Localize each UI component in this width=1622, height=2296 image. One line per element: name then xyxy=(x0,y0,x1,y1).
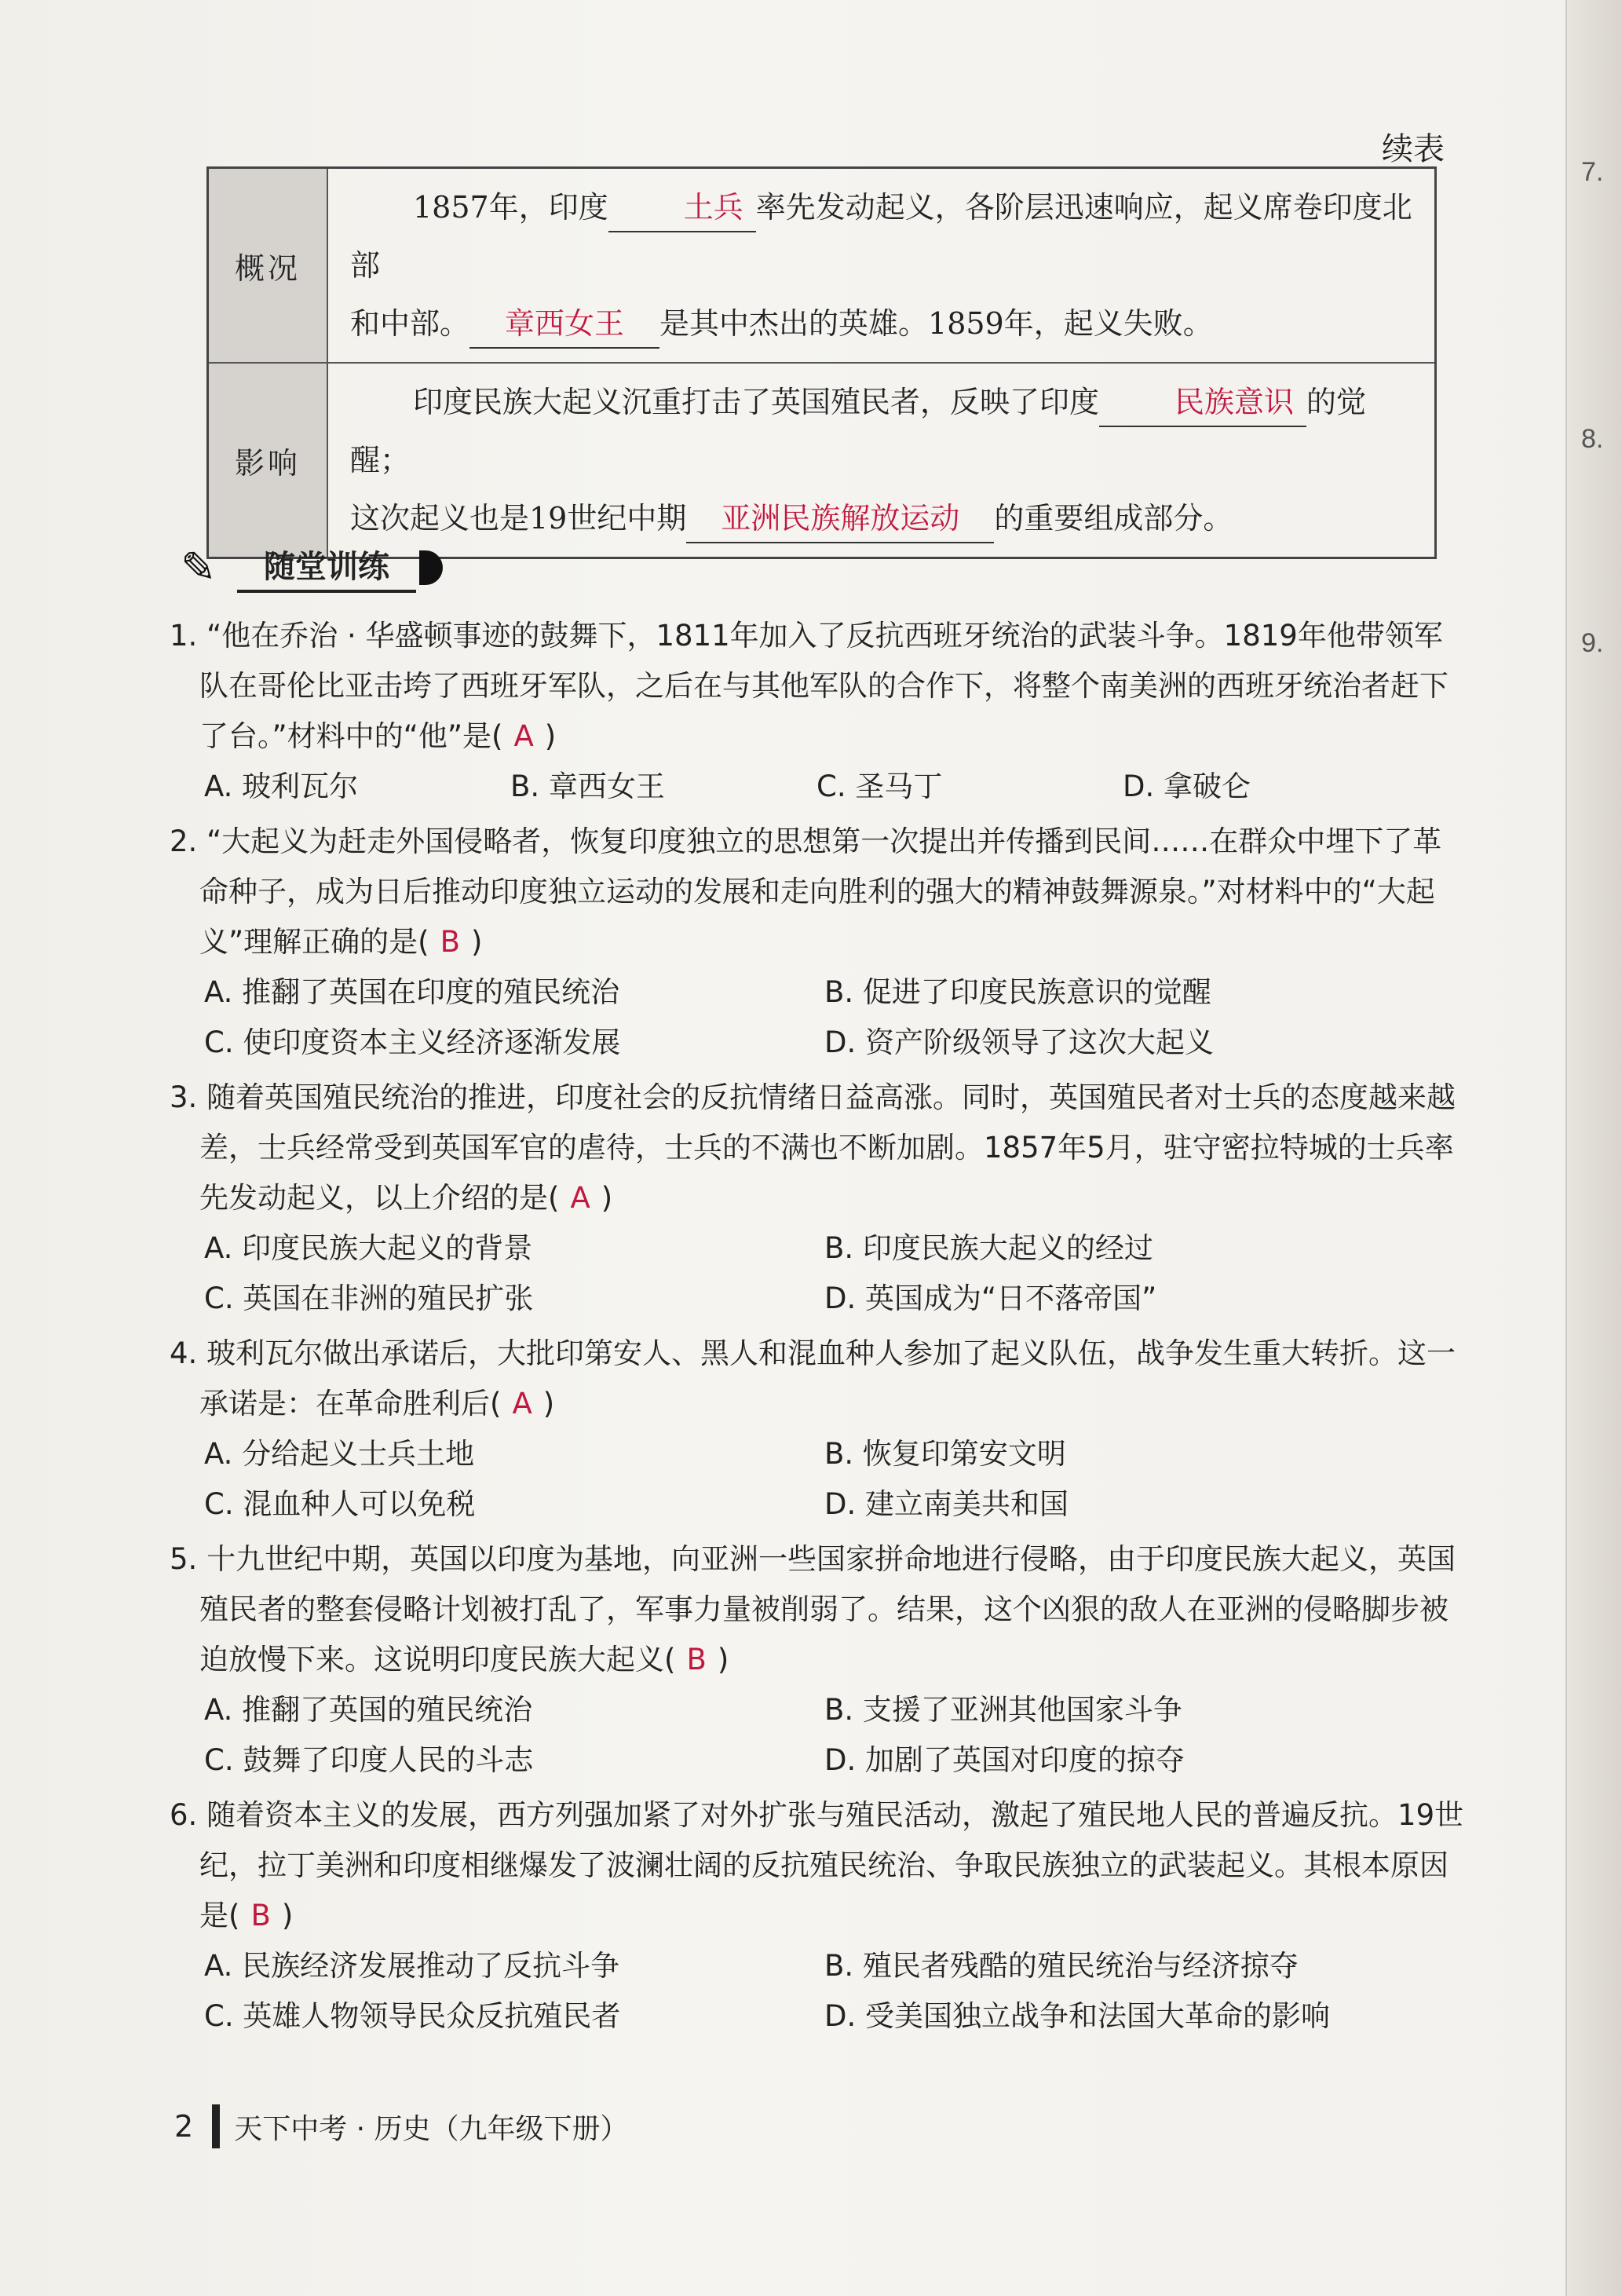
question-stem xyxy=(170,1534,1465,1685)
question xyxy=(170,1073,1465,1324)
page-footer xyxy=(174,2104,629,2148)
stem-text: 1. “他在乔治 · 华盛顿事迹的鼓舞下，1811年加入了反抗西班牙统治的武装斗争。1819年他带领军队在哥伦比亚击垮了西班牙军队，之后在与其他军队的合作下，将整个南美洲的西班牙统治者赶下了台。”材料中的“他”是( xyxy=(170,619,1448,753)
option: B. 章西女王 xyxy=(510,770,665,803)
page-number: 2 xyxy=(174,2109,194,2144)
option: D. 资产阶级领导了这次大起义 xyxy=(824,1026,1215,1059)
option: A. 分给起义士兵土地 xyxy=(204,1437,475,1471)
option: A. 民族经济发展推动了反抗斗争 xyxy=(204,1949,620,1983)
stem-text: ) xyxy=(601,1181,613,1215)
text-segment: 的觉醒； xyxy=(350,385,1367,477)
stem-text: ) xyxy=(281,1899,294,1932)
options xyxy=(170,967,1465,1068)
option: C. 圣马丁 xyxy=(816,770,943,803)
edge-mark: 8. xyxy=(1581,424,1604,454)
option: C. 英国在非洲的殖民扩张 xyxy=(204,1281,534,1315)
row-label: 概况 xyxy=(208,168,328,364)
text-segment: 这次起义也是19世纪中期 xyxy=(350,501,687,536)
footer-bar-icon xyxy=(212,2104,220,2148)
filled-blank: 亚洲民族解放运动 xyxy=(686,495,994,543)
stem-text: ) xyxy=(471,925,483,959)
option: A. 推翻了英国的殖民统治 xyxy=(204,1693,533,1727)
option: D. 建立南美共和国 xyxy=(824,1487,1069,1521)
option: C. 混血种人可以免税 xyxy=(204,1487,476,1521)
answer-mark: B xyxy=(250,1899,271,1932)
filled-blank: 章西女王 xyxy=(469,300,659,349)
answer-mark: A xyxy=(570,1181,590,1215)
question xyxy=(170,1534,1465,1786)
continued-label: 续表 xyxy=(1382,131,1445,167)
stem-text: 5. 十九世纪中期，英国以印度为基地，向亚洲一些国家拼命地进行侵略，由于印度民族大起义，英国殖民者的整套侵略计划被打乱了，军事力量被削弱了。结果，这个凶狠的敌人在亚洲的侵略脚步被迫放慢下来。这说明印度民族大起义( xyxy=(170,1542,1456,1676)
row-label: 影响 xyxy=(208,363,328,558)
option: D. 加剧了英国对印度的掠夺 xyxy=(824,1743,1185,1777)
stem-text: 6. 随着资本主义的发展，西方列强加紧了对外扩张与殖民活动，激起了殖民地人民的普遍反抗。19世纪，拉丁美洲和印度相继爆发了波澜壮阔的反抗殖民统治、争取民族独立的武装起义。其根本原因是( xyxy=(170,1798,1464,1932)
text-segment: 率先发动起义，各阶层迅速响应，起义席卷印度北部 xyxy=(350,190,1412,283)
section-heading xyxy=(181,542,443,593)
option: B. 促进了印度民族意识的觉醒 xyxy=(824,975,1211,1009)
question xyxy=(170,817,1465,1068)
book-title: 天下中考 · 历史（九年级下册） xyxy=(234,2112,629,2145)
edge-mark: 7. xyxy=(1581,157,1604,187)
option: C. 鼓舞了印度人民的斗志 xyxy=(204,1743,534,1777)
text-segment: 和中部。 xyxy=(350,306,470,341)
option: B. 印度民族大起义的经过 xyxy=(824,1231,1153,1265)
text-segment: 印度民族大起义沉重打击了英国殖民者，反映了印度 xyxy=(413,385,1100,419)
option: D. 英国成为“日不落帝国” xyxy=(824,1281,1157,1315)
question-list xyxy=(170,611,1465,2046)
stem-text: ) xyxy=(544,719,557,753)
stem-text: 2. “大起义为赶走外国侵略者，恢复印度独立的思想第一次提出并传播到民间……在群众中埋下了革命种子，成为日后推动印度独立运动的发展和走向胜利的强大的精神鼓舞源泉。”对材料中的“大起义”理解正确的是( xyxy=(170,824,1442,959)
option: D. 受美国独立战争和法国大革命的影响 xyxy=(824,1999,1331,2033)
question-stem xyxy=(170,1790,1465,1941)
adjacent-page-edge xyxy=(1565,0,1622,2296)
stem-text: 4. 玻利瓦尔做出承诺后，大批印第安人、黑人和混血种人参加了起义队伍，战争发生重大转折。这一承诺是：在革命胜利后( xyxy=(170,1336,1456,1420)
question xyxy=(170,1329,1465,1530)
option: D. 拿破仑 xyxy=(1123,770,1251,803)
option: B. 支援了亚洲其他国家斗争 xyxy=(824,1693,1182,1727)
options xyxy=(170,1685,1465,1786)
answer-mark: B xyxy=(440,925,460,959)
option: A. 玻利瓦尔 xyxy=(204,770,359,803)
option: C. 英雄人物领导民众反抗殖民者 xyxy=(204,1999,621,2033)
option: C. 使印度资本主义经济逐渐发展 xyxy=(204,1026,621,1059)
question xyxy=(170,1790,1465,2042)
answer-mark: A xyxy=(512,1387,532,1420)
filled-blank: 土兵 xyxy=(608,184,756,232)
heading-endcap-icon xyxy=(419,550,443,585)
text-segment: 的重要组成部分。 xyxy=(994,501,1233,536)
section-title: 随堂训练 xyxy=(237,542,416,593)
options xyxy=(170,1941,1465,2042)
stem-text: ) xyxy=(717,1643,729,1676)
question xyxy=(170,611,1465,812)
text-segment: 是其中杰出的英雄。1859年，起义失败。 xyxy=(659,306,1213,341)
options xyxy=(170,762,1465,812)
options xyxy=(170,1223,1465,1324)
option: B. 殖民者残酷的殖民统治与经济掠夺 xyxy=(824,1949,1299,1983)
pencil-figure-icon: ✎ xyxy=(181,542,217,592)
row-content xyxy=(327,168,1436,364)
edge-mark: 9. xyxy=(1581,628,1604,658)
text-segment: 1857年，印度 xyxy=(413,190,608,225)
stem-text: ) xyxy=(542,1387,555,1420)
option: A. 印度民族大起义的背景 xyxy=(204,1231,533,1265)
question-stem xyxy=(170,1073,1465,1223)
filled-blank: 民族意识 xyxy=(1099,378,1306,427)
question-stem xyxy=(170,817,1465,967)
option: B. 恢复印第安文明 xyxy=(824,1437,1066,1471)
table-row xyxy=(208,168,1436,364)
option: A. 推翻了英国在印度的殖民统治 xyxy=(204,975,620,1009)
row-content xyxy=(327,363,1436,558)
stem-text: 3. 随着英国殖民统治的推进，印度社会的反抗情绪日益高涨。同时，英国殖民者对士兵的态度越来越差，士兵经常受到英国军官的虐待，士兵的不满也不断加剧。1857年5月，驻守密拉特城的士兵率先发动起义，以上介绍的是( xyxy=(170,1080,1456,1215)
options xyxy=(170,1429,1465,1530)
question-stem xyxy=(170,1329,1465,1429)
table-row xyxy=(208,363,1436,558)
answer-mark: B xyxy=(686,1643,707,1676)
summary-table xyxy=(206,166,1437,559)
answer-mark: A xyxy=(513,719,534,753)
question-stem xyxy=(170,611,1465,762)
